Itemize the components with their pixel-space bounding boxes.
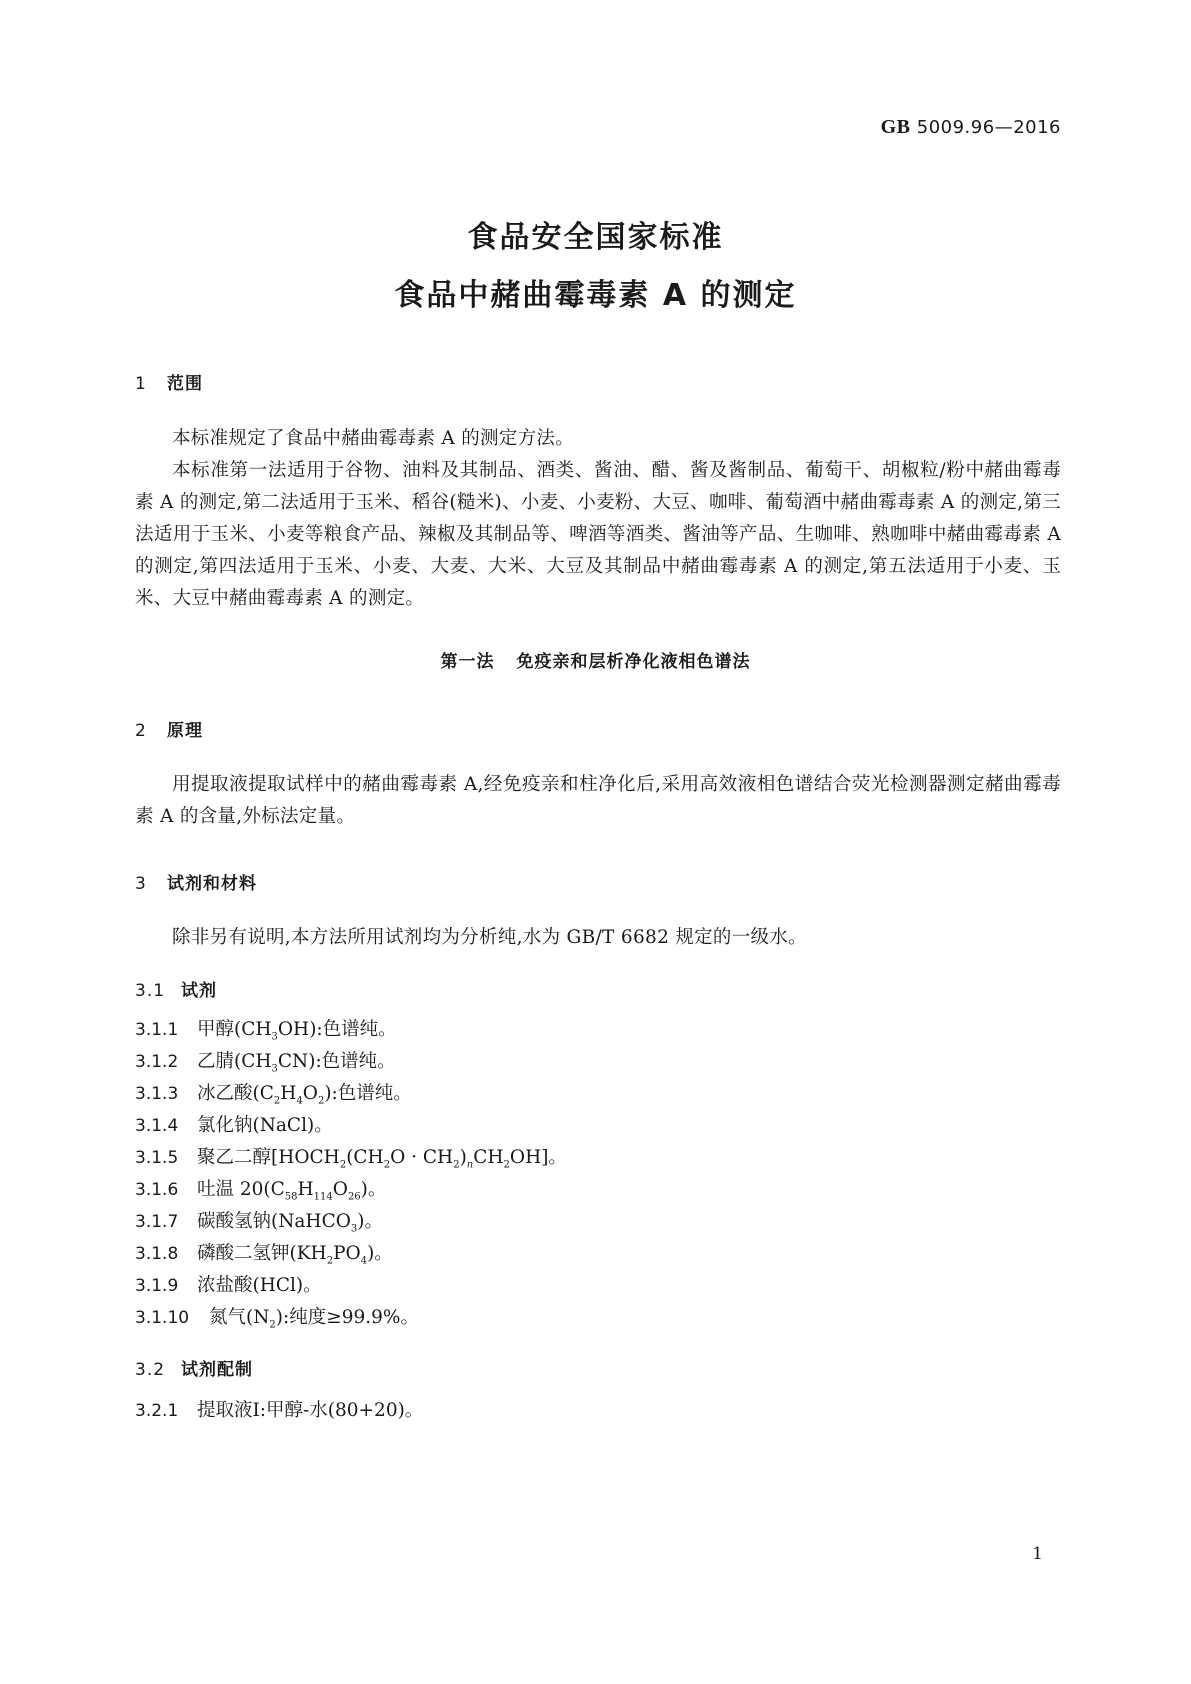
principle-paragraph: 用提取液提取试样中的赭曲霉毒素 A,经免疫亲和柱净化后,采用高效液相色谱结合荧光检测器测定赭曲霉毒素 A 的含量,外标法定量。 [135,774,1061,827]
reagent-item [135,1177,386,1211]
standard-code-prefix: GB [880,116,911,138]
reagent-text: OH):色谱纯。 [277,1019,397,1040]
reagents-intro-paragraph: 除非另有说明,本方法所用试剂均为分析纯,水为 GB/T 6682 规定的一级水。 [172,927,807,948]
reagent-text: 聚乙二醇[HOCH [197,1147,340,1168]
reagent-text: H [297,1179,314,1200]
prep-item [135,1398,423,1424]
subscript: 114 [313,1191,333,1203]
section-title: 原理 [167,721,203,741]
section-number: 1 [135,374,147,394]
reagent-text: 氮气(N [209,1307,270,1328]
reagent-number: 3.1.9 [135,1276,179,1296]
section-number: 3.1 [135,981,166,1001]
subscript: 3 [350,1223,358,1235]
subscript: n [466,1159,474,1171]
reagent-number: 3.1.1 [135,1020,179,1040]
reagent-text: 乙腈(CH [197,1051,272,1072]
scope-paragraph-1: 本标准规定了食品中赭曲霉毒素 A 的测定方法。 [172,428,575,449]
reagent-text: 氯化钠(NaCl)。 [197,1115,333,1136]
subscript: 2 [273,1095,281,1107]
reagent-text: )。 [357,1211,383,1232]
reagent-text: )。 [360,1179,387,1200]
subscript: 4 [360,1255,368,1267]
subscript: 3 [271,1031,278,1043]
document-title-line1: 食品安全国家标准 [467,220,724,255]
document-title-line2: 食品中赭曲霉毒素 A 的测定 [394,278,797,313]
reagent-text: O · CH [390,1147,454,1168]
prep-number: 3.2.1 [135,1401,179,1421]
subscript: 58 [284,1191,298,1203]
section-number: 3 [135,874,147,894]
reagent-item [135,1081,412,1115]
reagent-text: O [302,1083,318,1104]
section-title: 范围 [167,374,203,394]
reagent-number: 3.1.7 [135,1212,179,1232]
section-title: 试剂配制 [181,1360,253,1380]
reagent-text: )。 [367,1243,393,1264]
section-title: 试剂和材料 [167,874,257,894]
reagent-text: ):纯度≥99.9%。 [275,1307,420,1328]
reagent-number: 3.1.5 [135,1148,179,1168]
reagent-item [135,1145,567,1179]
reagent-text: 甲醇(CH [197,1019,272,1040]
reagent-text: 冰乙酸(C [197,1083,274,1104]
subscript: 2 [317,1095,325,1107]
reagent-number: 3.1.8 [135,1244,179,1264]
reagent-item [135,1113,333,1139]
reagent-item [135,1049,396,1083]
reagent-text: CH [473,1147,504,1168]
reagent-text: O [332,1179,348,1200]
reagent-text: CN):色谱纯。 [277,1051,396,1072]
subscript: 2 [269,1319,276,1331]
reagent-item [135,1273,322,1299]
reagent-text: PO [333,1243,361,1264]
reagent-text: 吐温 20(C [197,1179,285,1200]
method-heading [0,647,1191,672]
standard-code [881,116,1061,139]
subscript: 2 [453,1159,460,1171]
reagent-number: 3.1.10 [135,1308,190,1328]
scope-paragraph-2: 本标准第一法适用于谷物、油料及其制品、酒类、酱油、醋、酱及酱制品、葡萄干、胡椒粒/粉中赭曲霉毒素 A 的测定,第二法适用于玉米、稻谷(糙米)、小麦、小麦粉、大豆、咖啡、葡萄酒中赭曲霉毒素 A 的测定,第三法适用于玉米、小麦等粮食产品、辣椒及其制品等、啤酒等酒类、酱油等产品、生咖啡、熟咖啡中赭曲霉毒素 A 的测定,第四法适用于玉米、小麦、大麦、大米、大豆及其制品中赭曲霉毒素 A 的测定,第五法适用于小麦、玉米、大豆中赭曲霉毒素 A 的测定。 [135,460,1061,609]
reagent-item [135,1305,419,1339]
reagent-item [135,1241,393,1275]
reagent-item [135,1209,383,1243]
subscript: 2 [339,1159,347,1171]
reagent-text: OH]。 [509,1147,567,1168]
subscript: 2 [326,1255,334,1267]
subscript: 3 [271,1063,278,1075]
subscript: 4 [296,1095,303,1107]
reagent-text: 磷酸二氢钾(KH [197,1243,327,1264]
reagent-text: 碳酸氢钠(NaHCO [197,1211,351,1232]
page-number: 1 [1032,1544,1043,1564]
section-heading-reagents-materials [135,869,257,894]
method-title: 免疫亲和层析净化液相色谱法 [516,652,751,672]
section-heading-reagents [135,976,217,1001]
reagent-number: 3.1.6 [135,1180,179,1200]
reagent-text: ) [459,1147,467,1168]
section-heading-reagent-prep [135,1355,253,1380]
reagent-text: 浓盐酸(HCl)。 [197,1275,322,1296]
section-heading-scope [135,369,203,394]
section-number: 2 [135,721,147,741]
prep-text: 提取液Ⅰ:甲醇-水(80+20)。 [197,1400,424,1421]
section-title: 试剂 [181,981,217,1001]
reagent-item [135,1017,397,1051]
reagent-text: H [280,1083,297,1104]
reagent-number: 3.1.4 [135,1116,179,1136]
reagent-number: 3.1.3 [135,1084,179,1104]
reagent-text: (CH [346,1147,384,1168]
reagent-text: ):色谱纯。 [324,1083,412,1104]
section-heading-principle [135,716,203,741]
subscript: 26 [347,1191,361,1203]
method-label: 第一法 [440,652,495,672]
section-number: 3.2 [135,1360,166,1380]
standard-code-number: 5009.96—2016 [910,117,1061,138]
subscript: 2 [383,1159,391,1171]
reagent-number: 3.1.2 [135,1052,179,1072]
subscript: 2 [503,1159,510,1171]
